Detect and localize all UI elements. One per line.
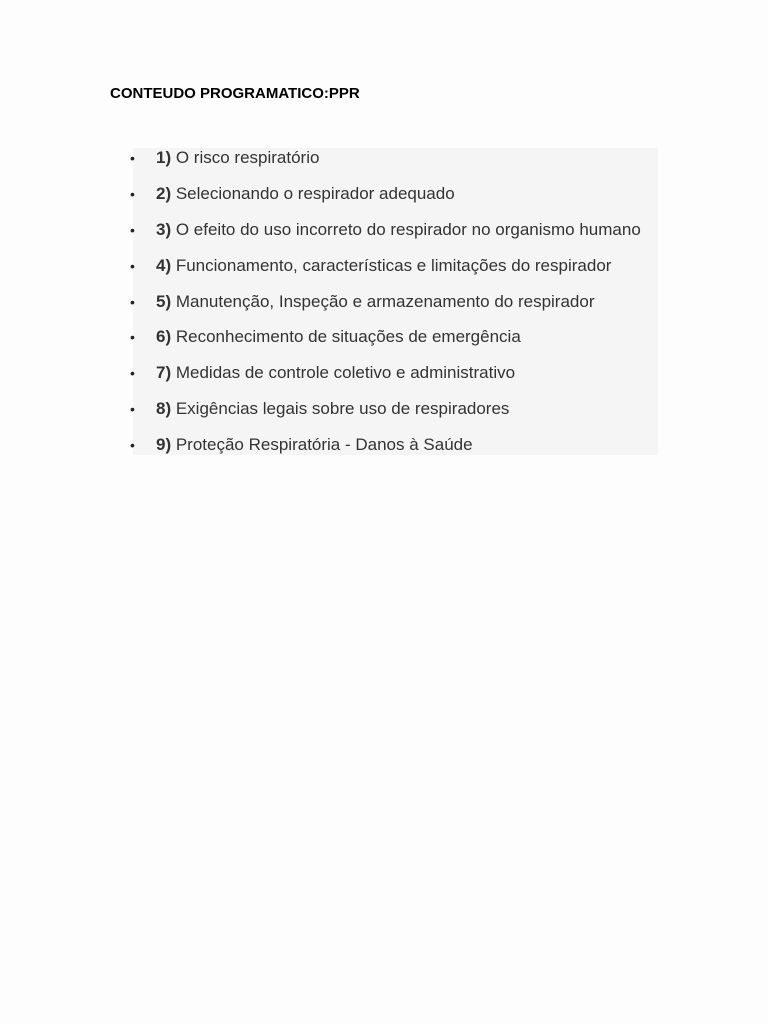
list-item — [130, 363, 658, 399]
bullet-icon: • — [130, 150, 135, 166]
list-item-text — [156, 148, 319, 168]
list-item — [130, 219, 658, 256]
bullet-icon: • — [130, 329, 135, 346]
list-item — [130, 291, 658, 328]
list-item-label: Reconhecimento de situações de emergência — [171, 327, 521, 347]
list-item-number: 6) — [156, 327, 172, 347]
bullet-icon: • — [130, 221, 135, 238]
list-item-number: 2) — [156, 183, 172, 203]
list-item-text — [156, 256, 611, 276]
list-item-number: 3) — [156, 219, 172, 239]
list-item-text — [156, 399, 509, 419]
list-item — [130, 148, 658, 184]
list-item-label: Selecionando o respirador adequado — [171, 183, 455, 203]
list-item-text — [156, 292, 595, 312]
bullet-icon: • — [130, 293, 135, 310]
list-item — [130, 327, 658, 363]
list-item-text — [156, 435, 473, 455]
list-item-label: Exigências legais sobre uso de respiradores — [171, 399, 510, 419]
list-item-number: 8) — [156, 399, 172, 419]
list-item-label: O risco respiratório — [171, 148, 320, 167]
bullet-icon: • — [130, 185, 135, 202]
bullet-icon: • — [130, 257, 135, 274]
list-item — [130, 399, 658, 435]
list-item-label: Medidas de controle coletivo e administrativo — [171, 363, 516, 383]
bullet-icon: • — [130, 365, 135, 382]
bullet-icon: • — [130, 401, 135, 418]
list-item-text — [156, 327, 521, 347]
list-item — [130, 255, 658, 292]
list-item — [130, 183, 658, 220]
bullet-icon: • — [130, 437, 135, 454]
list-item-number: 5) — [156, 291, 172, 311]
list-item-number: 9) — [156, 435, 172, 455]
list-item-text — [156, 363, 515, 383]
list-item-label: Manutenção, Inspeção e armazenamento do respirador — [171, 291, 595, 311]
list-item-number: 4) — [156, 255, 172, 275]
list-item — [130, 435, 658, 471]
list-item-number: 7) — [156, 363, 172, 383]
list-item-text — [156, 184, 455, 204]
list-item-label: Proteção Respiratória - Danos à Saúde — [171, 435, 473, 455]
list-item-number: 1) — [156, 148, 172, 167]
topic-list — [130, 148, 658, 455]
list-item-label: Funcionamento, características e limitações do respirador — [171, 255, 612, 275]
list-item-text — [156, 220, 641, 240]
document-title: CONTEUDO PROGRAMATICO:PPR — [110, 85, 360, 102]
list-item-label: O efeito do uso incorreto do respirador no organismo humano — [171, 219, 641, 239]
